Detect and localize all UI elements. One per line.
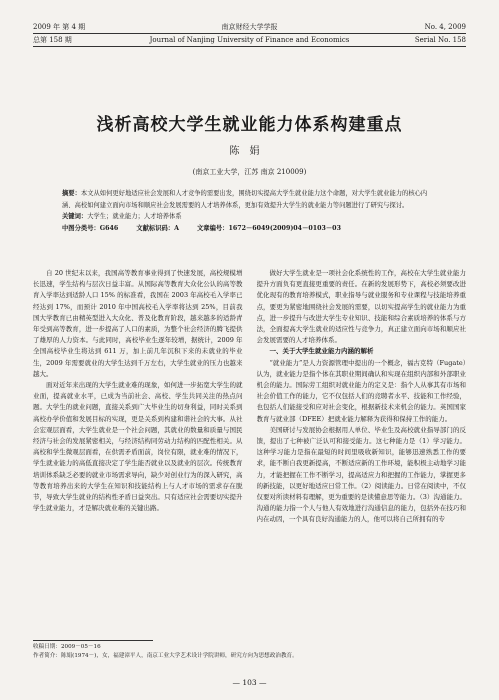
clc-number: 中图分类号：G646 [62, 224, 119, 232]
header-rule-top [33, 33, 466, 34]
abstract-label: 摘要： [62, 190, 81, 197]
paragraph: 做好大学生就业是一项社会化系统性的工作，高校在大学生就业能力提升方面负有更直接更重要的责任。在新的发展形势下，高校必须要改进优化现有的教育培养模式，职业指导与就业服务和专业课程与技能培养重点，要更为紧密地围绕社会发展的需要，以切实提高学生的就业能力为重点，进一步提升与改进大学生专业知识、技能和综合素质培养的体系与方法，全面提高大学生就业的适应性与竞争力，真正建立面向市场和顺应社会发展需要的人才培养体系。 [256, 269, 466, 345]
journal-name-cn: 南京财经大学学报 [221, 23, 278, 31]
keywords-label: 关键词： [62, 213, 88, 220]
author-affiliation: (南京工业大学，江苏 南京 210009) [192, 168, 307, 176]
body-column-right [257, 268, 467, 620]
page-number: — 103 — [232, 678, 267, 687]
journal-name-en: Journal of Nanjing University of Finance and Economics [149, 36, 350, 44]
issue-number-en: No. 4, 2009 [424, 23, 466, 31]
paragraph: 自 20 世纪末以来，我国高等教育事业得到了快速发展，高校规模增长迅速，学生结构与层次日益丰富。从国际高等教育大众化公认的高等教育入学率达到适龄人口 15% 的标准看，我国在 2003 年高校毛入学率已经达到 17%，而预计 2010 年中国高校毛入学率将达到 25%，目前我国大学教育已由精英型进入大众化、普及化教育阶段，越来越多的适龄青年受到高等教育，进一步提高了人口的素质，为整个社会经济的腾飞提供了雄厚的人力资本。与此同时，高校毕业生逐年较增，据统计，2009 年全国高校毕业生将达到 611 万，加上前几年沉积下来的未就业的毕业生，2009 年需要就业的大学生达到千万左右，大学生就业的压力也越来越大。 [33, 269, 243, 378]
article-title: 浅析高校大学生就业能力体系构建重点 [96, 115, 403, 135]
body-column-left [33, 268, 243, 620]
author-name: 陈娟 [229, 146, 270, 157]
document-code: 文献标识码：A [136, 224, 179, 232]
issue-label: 2009 年 第 4 期 [33, 23, 86, 31]
footnote [33, 643, 466, 661]
serial-number-en: Serial No. 158 [414, 36, 466, 44]
abstract-text: 本文从如何更好地适应社会发展和人才竞争的需要出发，围绕切实提高大学生就业能力这个命题，对大学生就业能力的核心内涵、高校如何建立面向市场和顺应社会发展需要的人才培养体系，更加有效提升大学生的就业能力等问题进行了研究与探讨。 [62, 190, 428, 209]
serial-label: 总第 158 期 [33, 36, 72, 44]
keywords-text: 大学生；就业能力；人才培养体系 [87, 213, 182, 220]
section-heading: 一、关于大学生就业能力内涵的解析 [269, 347, 374, 356]
article-number: 文章编号：1672－6049(2009)04－0103－03 [196, 224, 341, 232]
paragraph: “就业能力”是人力资源管理中提出的一个概念，福古克特（Fugate）认为，就业能力是指个体在其职业期间确认和实现在组织内部和外部职业机会的能力。国际劳工组织对就业能力的定义是：指个人从事其有市场和社会价值工作的能力，它不仅包括人们的竞聘者水平、技能和工作经验，也包括人们能接受和应对社会变化，根据新技术来机会的能力。英国国家教育与就业部（DFEE）把就业能力解释为获得和保持工作的能力。 [256, 358, 466, 423]
received-date: 收稿日期：2009－05－16 [33, 644, 101, 650]
body-columns [33, 268, 466, 620]
paragraph: 面对近年来出现的大学生就业难的现象，如何进一步拓宽大学生的就业面，提高就业水平，已成为当前社会、高校、学生共同关注的热点问题。大学生的就业问题，直接关系到广大毕业生的切身利益，同时关系到高校办学价值和发展目标的实现，更是关系到构建和谐社会的大事。从社会宏观层面看，大学生就业是一个社会问题，其就业的数量和质量与国民经济与社会的发展紧密相关，与经济结构同劳动力结构的匹配性相关。从高校和学生微观层面看，在供需矛盾面前，岗位有限，就业难的情况下，学生就业能力的高低直接决定了学生能否就业以及就业的层次。传统教育培训体系缺乏必要的就业市场需求导向，缺少对创业行为的深入研究，高等教育培养出来的大学生在知识和技能结构上与人才市场的需求存在脱节，导致大学生就业的结构性矛盾日益突出。只有适应社会需要切实提升学生就业能力，才是解决就业难的关键出路。 [33, 381, 243, 513]
author-bio: 作者简介：陈娟(1974－)，女，福建漳平人，南京工业大学艺术设计学院讲师，研究方向为思想政治教育。 [33, 653, 298, 659]
keywords [62, 211, 437, 223]
footnote-rule [33, 640, 153, 641]
paragraph: 美国研讨与发展协会根据用人单位、毕业生及高校就业指导部门的反馈，提出了七种被广泛认可和接受能力。这七种能力是（1）学习能力。这种学习能力是指在最短的时间里吸收新知识，能够迅速熟悉工作的要求，能不断自我更新提高，不断适应新的工作环境，能积极主动地学习能力，才能把握在工作不断学习，提高适应力和把握的工作能力，掌握更多的新技能，以更好地适应日常工作。（2）阅读能力。日常在阅读中，不仅仅要对所读材料有理解，更为重要的是读懂意思等能力。（3）沟通能力。沟通的能力指一个人与他人有效地进行沟通信息的能力，包括外在技巧和内在动因，一个具有良好沟通能力的人，他可以将自己所拥有的专 [256, 425, 466, 524]
classification-line [62, 223, 437, 235]
abstract [62, 188, 437, 211]
header-rule-bottom [33, 46, 466, 47]
abstract-block [62, 188, 437, 234]
